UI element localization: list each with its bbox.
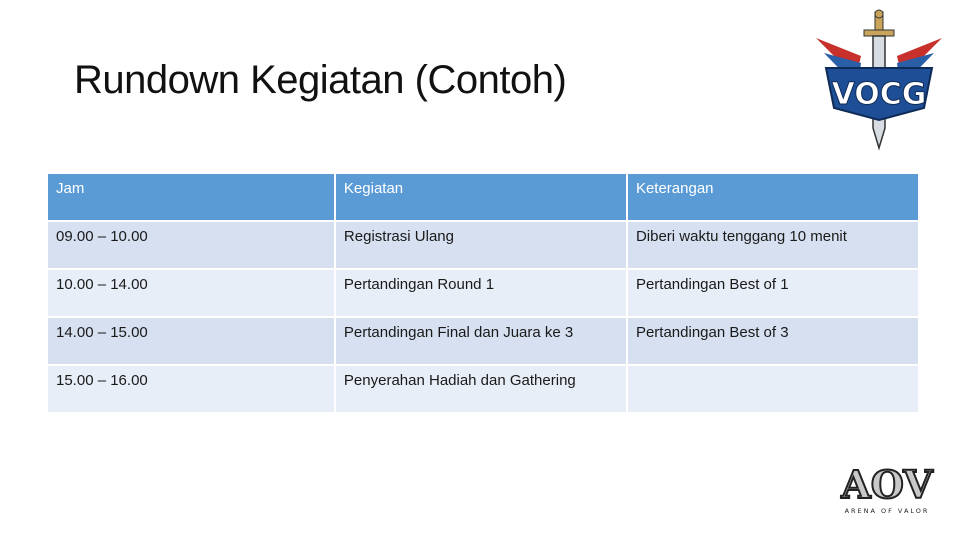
table-row — [48, 366, 918, 412]
table-cell: Diberi waktu tenggang 10 menit — [628, 222, 918, 268]
header-keterangan: Keterangan — [628, 174, 918, 220]
table-cell: 14.00 – 15.00 — [48, 318, 334, 364]
header-kegiatan: Kegiatan — [336, 174, 626, 220]
aov-logo — [832, 462, 942, 518]
header-jam: Jam — [48, 174, 334, 220]
table-cell: 09.00 – 10.00 — [48, 222, 334, 268]
rundown-table — [46, 172, 920, 414]
aov-logo-subtitle: ARENA OF VALOR — [844, 507, 930, 515]
slide-title: Rundown Kegiatan (Contoh) — [74, 58, 567, 102]
table-cell: Pertandingan Round 1 — [336, 270, 626, 316]
table-cell — [628, 366, 918, 412]
table-cell: Pertandingan Best of 3 — [628, 318, 918, 364]
vocg-logo-text: VOCG — [831, 77, 927, 112]
vocg-logo — [806, 8, 952, 154]
aov-logo-text: AOV — [841, 462, 933, 507]
table-cell: 15.00 – 16.00 — [48, 366, 334, 412]
table-header-row — [48, 174, 918, 220]
table-row — [48, 222, 918, 268]
table-cell: 10.00 – 14.00 — [48, 270, 334, 316]
table-row — [48, 318, 918, 364]
table-cell: Pertandingan Best of 1 — [628, 270, 918, 316]
table-cell: Pertandingan Final dan Juara ke 3 — [336, 318, 626, 364]
table-cell: Penyerahan Hadiah dan Gathering — [336, 366, 626, 412]
table-row — [48, 270, 918, 316]
table-cell: Registrasi Ulang — [336, 222, 626, 268]
